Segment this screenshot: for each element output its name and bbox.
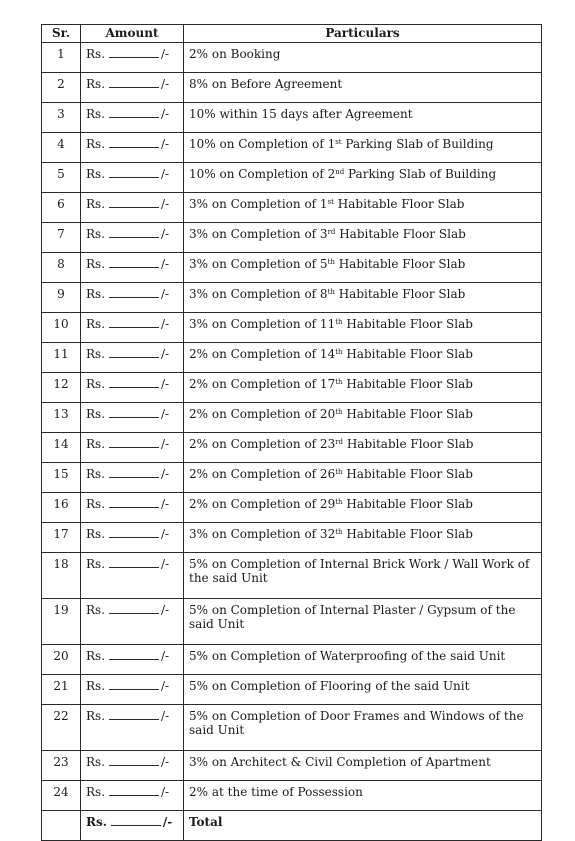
table-row <box>42 43 542 73</box>
row-sr: 24 <box>42 781 81 811</box>
table-row <box>42 645 542 675</box>
particulars-text: 2% at the time of Possession <box>189 785 363 799</box>
row-amount <box>81 283 184 313</box>
row-amount <box>81 433 184 463</box>
particulars-text-rest: Habitable Floor Slab <box>342 317 473 331</box>
amount-suffix: /- <box>161 755 170 769</box>
particulars-text-rest: Parking Slab of Building <box>344 167 497 181</box>
amount-blank <box>109 108 159 118</box>
row-particulars <box>184 645 542 675</box>
row-sr: 18 <box>42 553 81 599</box>
amount-blank <box>109 168 159 178</box>
row-amount <box>81 103 184 133</box>
amount-blank <box>109 348 159 358</box>
table-row <box>42 463 542 493</box>
amount-prefix: Rs. <box>86 407 106 421</box>
amount-suffix: /- <box>161 107 170 121</box>
row-amount <box>81 463 184 493</box>
amount-blank <box>109 650 159 660</box>
particulars-text: 3% on Completion of 5 <box>189 257 328 271</box>
particulars-text-rest: Habitable Floor Slab <box>342 497 473 511</box>
amount-prefix: Rs. <box>86 557 106 571</box>
row-sr: 10 <box>42 313 81 343</box>
amount-prefix: Rs. <box>86 47 106 61</box>
particulars-text-rest: Habitable Floor Slab <box>335 227 466 241</box>
row-particulars <box>184 675 542 705</box>
row-sr: 15 <box>42 463 81 493</box>
amount-suffix: /- <box>161 347 170 361</box>
amount-prefix: Rs. <box>86 497 106 511</box>
particulars-text-rest: Habitable Floor Slab <box>342 527 473 541</box>
amount-blank <box>109 558 159 568</box>
row-particulars <box>184 343 542 373</box>
amount-blank <box>109 48 159 58</box>
row-amount <box>81 523 184 553</box>
ordinal-suffix: th <box>335 528 343 536</box>
particulars-text-rest: Habitable Floor Slab <box>342 467 473 481</box>
amount-prefix: Rs. <box>86 347 106 361</box>
particulars-text-rest: Habitable Floor Slab <box>342 347 473 361</box>
amount-prefix: Rs. <box>86 287 106 301</box>
amount-prefix: Rs. <box>86 317 106 331</box>
row-amount <box>81 493 184 523</box>
row-amount <box>81 705 184 751</box>
total-amount-blank <box>111 816 161 826</box>
particulars-text: 2% on Completion of 23 <box>189 437 336 451</box>
particulars-text: 3% on Architect & Civil Completion of Apartment <box>189 755 491 769</box>
amount-suffix: /- <box>161 257 170 271</box>
row-particulars <box>184 463 542 493</box>
particulars-text: 3% on Completion of 8 <box>189 287 328 301</box>
row-particulars <box>184 283 542 313</box>
amount-suffix: /- <box>161 557 170 571</box>
row-sr: 5 <box>42 163 81 193</box>
amount-prefix: Rs. <box>86 785 106 799</box>
table-row <box>42 781 542 811</box>
row-particulars <box>184 433 542 463</box>
row-amount <box>81 73 184 103</box>
amount-blank <box>109 786 159 796</box>
table-row <box>42 133 542 163</box>
total-row <box>42 811 542 841</box>
row-sr: 19 <box>42 599 81 645</box>
particulars-text-rest: Habitable Floor Slab <box>334 257 466 271</box>
row-particulars <box>184 599 542 645</box>
particulars-text-rest: Habitable Floor Slab <box>333 197 465 211</box>
amount-suffix: /- <box>161 167 170 181</box>
table-row <box>42 675 542 705</box>
row-sr: 16 <box>42 493 81 523</box>
row-sr: 22 <box>42 705 81 751</box>
row-particulars <box>184 523 542 553</box>
amount-suffix: /- <box>161 649 170 663</box>
amount-prefix: Rs. <box>86 257 106 271</box>
row-amount <box>81 253 184 283</box>
ordinal-suffix: th <box>335 408 343 416</box>
row-amount <box>81 163 184 193</box>
row-sr: 6 <box>42 193 81 223</box>
amount-suffix: /- <box>161 407 170 421</box>
ordinal-suffix: rd <box>335 438 344 446</box>
amount-prefix: Rs. <box>86 527 106 541</box>
row-particulars <box>184 553 542 599</box>
amount-prefix: Rs. <box>86 679 106 693</box>
row-particulars <box>184 253 542 283</box>
payment-schedule <box>41 24 542 841</box>
particulars-text-rest: Habitable Floor Slab <box>342 377 473 391</box>
table-row <box>42 103 542 133</box>
row-particulars <box>184 313 542 343</box>
amount-suffix: /- <box>161 497 170 511</box>
total-amount <box>81 811 184 841</box>
amount-suffix: /- <box>161 709 170 723</box>
particulars-text: 3% on Completion of 1 <box>189 197 328 211</box>
particulars-text: 10% on Completion of 1 <box>189 137 336 151</box>
ordinal-suffix: th <box>335 468 343 476</box>
amount-suffix: /- <box>161 47 170 61</box>
particulars-text: 3% on Completion of 11 <box>189 317 336 331</box>
amount-suffix: /- <box>161 287 170 301</box>
table-row <box>42 553 542 599</box>
particulars-text: 2% on Completion of 29 <box>189 497 336 511</box>
row-sr: 13 <box>42 403 81 433</box>
amount-suffix: /- <box>161 77 170 91</box>
amount-blank <box>109 378 159 388</box>
row-sr: 8 <box>42 253 81 283</box>
row-particulars <box>184 193 542 223</box>
particulars-text: 2% on Completion of 14 <box>189 347 336 361</box>
row-sr: 17 <box>42 523 81 553</box>
row-amount <box>81 343 184 373</box>
row-particulars <box>184 73 542 103</box>
amount-suffix: /- <box>161 377 170 391</box>
particulars-text: 3% on Completion of 3 <box>189 227 328 241</box>
row-sr: 1 <box>42 43 81 73</box>
particulars-text-rest: Habitable Floor Slab <box>334 287 466 301</box>
amount-blank <box>109 408 159 418</box>
particulars-text: 2% on Completion of 17 <box>189 377 336 391</box>
amount-blank <box>109 438 159 448</box>
row-amount <box>81 675 184 705</box>
row-amount <box>81 313 184 343</box>
ordinal-suffix: st <box>327 198 334 206</box>
table-row <box>42 283 542 313</box>
amount-blank <box>109 318 159 328</box>
total-amount-suffix: /- <box>162 815 173 829</box>
amount-blank <box>109 498 159 508</box>
amount-prefix: Rs. <box>86 649 106 663</box>
total-amount-prefix: Rs. <box>86 815 107 829</box>
row-amount <box>81 599 184 645</box>
amount-blank <box>109 288 159 298</box>
row-sr: 14 <box>42 433 81 463</box>
row-sr: 7 <box>42 223 81 253</box>
ordinal-suffix: th <box>335 378 343 386</box>
header-sr: Sr. <box>42 25 81 43</box>
header-row <box>42 25 542 43</box>
particulars-text: 2% on Completion of 20 <box>189 407 336 421</box>
amount-suffix: /- <box>161 527 170 541</box>
total-sr <box>42 811 81 841</box>
amount-suffix: /- <box>161 467 170 481</box>
amount-suffix: /- <box>161 317 170 331</box>
particulars-text: 5% on Completion of Internal Brick Work / Wall Work of the said Unit <box>189 557 530 585</box>
ordinal-suffix: th <box>327 288 335 296</box>
amount-suffix: /- <box>161 785 170 799</box>
table-row <box>42 313 542 343</box>
table-row <box>42 193 542 223</box>
table-row <box>42 705 542 751</box>
particulars-text-rest: Habitable Floor Slab <box>342 407 473 421</box>
table-row <box>42 223 542 253</box>
row-sr: 20 <box>42 645 81 675</box>
table-row <box>42 373 542 403</box>
table-row <box>42 599 542 645</box>
table-row <box>42 253 542 283</box>
row-amount <box>81 133 184 163</box>
table-body <box>42 43 542 841</box>
table-row <box>42 493 542 523</box>
row-particulars <box>184 373 542 403</box>
row-amount <box>81 645 184 675</box>
row-particulars <box>184 403 542 433</box>
particulars-text-rest: Parking Slab of Building <box>341 137 494 151</box>
row-amount <box>81 553 184 599</box>
row-amount <box>81 751 184 781</box>
amount-blank <box>109 258 159 268</box>
particulars-text: 5% on Completion of Internal Plaster / Gypsum of the said Unit <box>189 603 516 631</box>
particulars-text: 10% within 15 days after Agreement <box>189 107 413 121</box>
amount-prefix: Rs. <box>86 197 106 211</box>
row-particulars <box>184 133 542 163</box>
particulars-text: 2% on Booking <box>189 47 281 61</box>
amount-suffix: /- <box>161 137 170 151</box>
table-row <box>42 523 542 553</box>
row-sr: 9 <box>42 283 81 313</box>
ordinal-suffix: nd <box>335 168 345 176</box>
particulars-text: 8% on Before Agreement <box>189 77 343 91</box>
row-sr: 23 <box>42 751 81 781</box>
row-particulars <box>184 705 542 751</box>
amount-blank <box>109 680 159 690</box>
ordinal-suffix: th <box>335 318 343 326</box>
row-particulars <box>184 781 542 811</box>
amount-prefix: Rs. <box>86 467 106 481</box>
ordinal-suffix: rd <box>327 228 336 236</box>
table-row <box>42 751 542 781</box>
amount-blank <box>109 138 159 148</box>
row-amount <box>81 43 184 73</box>
amount-blank <box>109 228 159 238</box>
ordinal-suffix: th <box>335 498 343 506</box>
amount-suffix: /- <box>161 197 170 211</box>
row-amount <box>81 403 184 433</box>
amount-prefix: Rs. <box>86 77 106 91</box>
amount-suffix: /- <box>161 227 170 241</box>
table-row <box>42 163 542 193</box>
amount-prefix: Rs. <box>86 107 106 121</box>
payment-schedule-table <box>41 24 542 841</box>
row-particulars <box>184 103 542 133</box>
particulars-text-rest: Habitable Floor Slab <box>343 437 474 451</box>
amount-prefix: Rs. <box>86 377 106 391</box>
row-sr: 4 <box>42 133 81 163</box>
table-row <box>42 433 542 463</box>
row-particulars <box>184 751 542 781</box>
table-row <box>42 403 542 433</box>
row-sr: 3 <box>42 103 81 133</box>
amount-blank <box>109 604 159 614</box>
particulars-text: 5% on Completion of Door Frames and Windows of the said Unit <box>189 709 524 737</box>
row-amount <box>81 193 184 223</box>
amount-suffix: /- <box>161 437 170 451</box>
amount-blank <box>109 198 159 208</box>
amount-blank <box>109 468 159 478</box>
row-amount <box>81 781 184 811</box>
header-particulars: Particulars <box>184 25 542 43</box>
amount-prefix: Rs. <box>86 603 106 617</box>
row-sr: 2 <box>42 73 81 103</box>
ordinal-suffix: st <box>335 138 342 146</box>
table-row <box>42 343 542 373</box>
amount-prefix: Rs. <box>86 709 106 723</box>
amount-blank <box>109 528 159 538</box>
particulars-text: 2% on Completion of 26 <box>189 467 336 481</box>
ordinal-suffix: th <box>335 348 343 356</box>
row-amount <box>81 373 184 403</box>
row-amount <box>81 223 184 253</box>
amount-prefix: Rs. <box>86 167 106 181</box>
amount-blank <box>109 78 159 88</box>
row-particulars <box>184 493 542 523</box>
ordinal-suffix: th <box>327 258 335 266</box>
total-label: Total <box>184 811 542 841</box>
row-particulars <box>184 223 542 253</box>
amount-prefix: Rs. <box>86 137 106 151</box>
amount-prefix: Rs. <box>86 227 106 241</box>
row-particulars <box>184 43 542 73</box>
row-particulars <box>184 163 542 193</box>
amount-prefix: Rs. <box>86 755 106 769</box>
header-amount: Amount <box>81 25 184 43</box>
table-row <box>42 73 542 103</box>
particulars-text: 10% on Completion of 2 <box>189 167 336 181</box>
row-sr: 12 <box>42 373 81 403</box>
row-sr: 11 <box>42 343 81 373</box>
row-sr: 21 <box>42 675 81 705</box>
amount-blank <box>109 756 159 766</box>
amount-suffix: /- <box>161 603 170 617</box>
particulars-text: 3% on Completion of 32 <box>189 527 336 541</box>
amount-prefix: Rs. <box>86 437 106 451</box>
amount-blank <box>109 710 159 720</box>
particulars-text: 5% on Completion of Waterproofing of the said Unit <box>189 649 506 663</box>
particulars-text: 5% on Completion of Flooring of the said Unit <box>189 679 470 693</box>
amount-suffix: /- <box>161 679 170 693</box>
